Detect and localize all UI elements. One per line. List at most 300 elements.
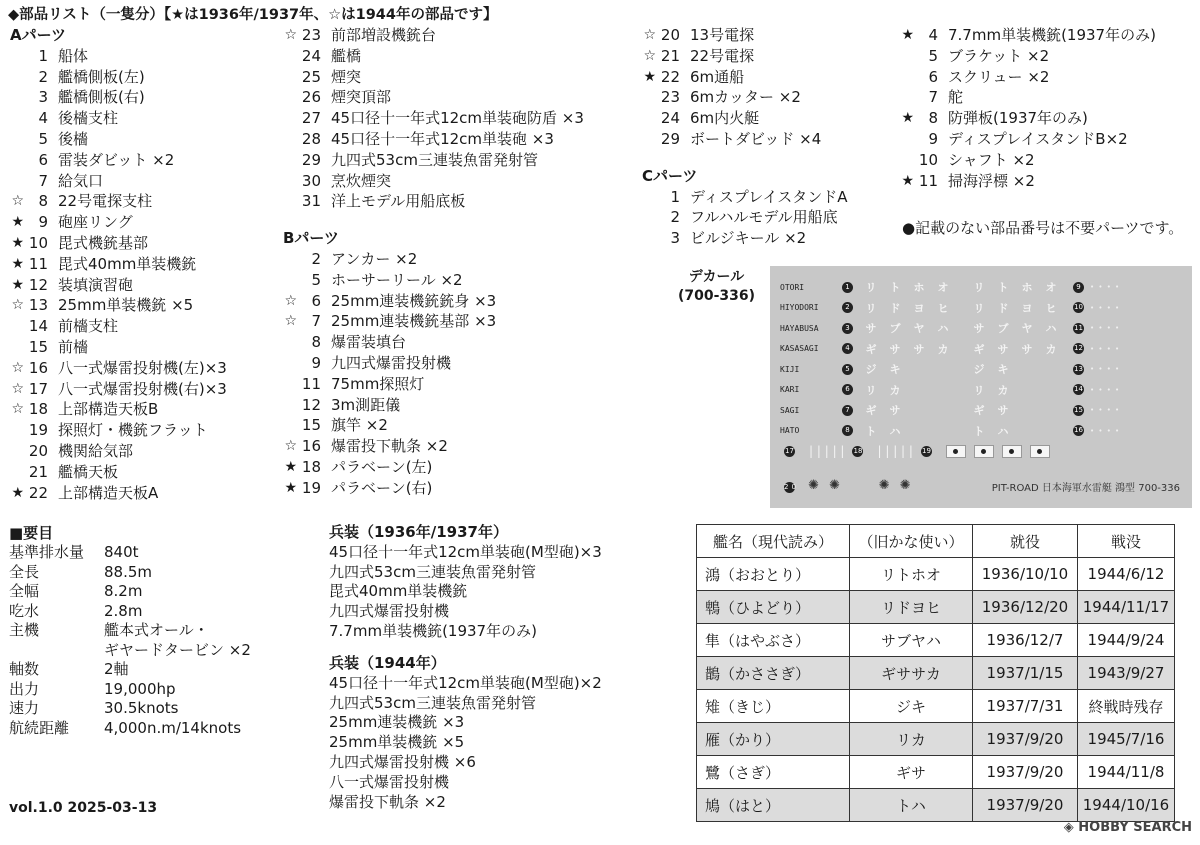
table-cell: サブヤハ [850, 624, 973, 657]
part-name: 7.7mm単装機銃(1937年のみ) [948, 26, 1156, 44]
part-mark [642, 108, 656, 129]
part-number: 12 [301, 395, 321, 414]
logo-icon: ◈ [1063, 820, 1079, 835]
decal-number: 20 [784, 483, 799, 491]
part-name: 給気口 [58, 171, 104, 190]
decal-kana: ジ [865, 363, 877, 376]
part-name: 25mm連装機銃銃身 ×3 [331, 291, 497, 310]
decal-row [780, 422, 1120, 440]
decal-dots: • • • • [1090, 344, 1121, 353]
part-number: 31 [301, 192, 321, 211]
part-mark [283, 395, 297, 416]
part-mark: ☆ [643, 47, 656, 64]
spec-key: 吃水 [9, 601, 40, 620]
part-name: 後檣支柱 [58, 109, 119, 128]
part-row [283, 291, 584, 312]
decal-row [780, 340, 1120, 358]
decal-kana: ト [997, 281, 1009, 294]
armament-item: 九四式53cm三連装魚雷発射管 [329, 562, 536, 581]
decal-kana: サ [889, 404, 901, 417]
part-name: 75mm探照灯 [331, 374, 425, 393]
part-mark [900, 87, 914, 108]
part-name: 旗竿 ×2 [331, 416, 388, 435]
part-name: ビルジキール ×2 [690, 229, 807, 248]
part-name: シャフト ×2 [948, 150, 1035, 169]
part-number: 22 [660, 67, 680, 86]
part-row [283, 150, 584, 171]
decal-number: 9 [1073, 282, 1084, 293]
part-mark: ☆ [284, 438, 297, 455]
part-mark [10, 67, 24, 88]
table-cell: 隼（はやぶさ） [697, 624, 850, 657]
part-row [283, 270, 584, 291]
part-row [900, 129, 1156, 150]
table-cell: 1944/9/24 [1078, 624, 1175, 657]
part-number: 2 [311, 249, 321, 268]
part-mark [642, 87, 656, 108]
part-row [10, 150, 227, 171]
part-mark [900, 129, 914, 150]
decal-kana: ト [973, 424, 985, 438]
decal-number: 10 [1074, 303, 1083, 311]
part-number: 9 [38, 213, 48, 232]
part-number: 1 [38, 46, 48, 65]
spec-value: 艦本式オール・ [104, 621, 209, 639]
part-row [10, 191, 227, 212]
decal-ship-name: KIJI [780, 364, 800, 374]
part-number: 1 [670, 187, 680, 206]
part-mark: ☆ [284, 292, 297, 309]
part-row [283, 171, 584, 192]
table-cell: 鵲（かささぎ） [697, 657, 850, 690]
part-name: 45口径十一年式12cm単装砲 ×3 [331, 129, 554, 148]
decal-kana: オ [1045, 281, 1057, 294]
part-name: 艦橋側板(左) [58, 67, 145, 86]
part-number: 18 [301, 457, 321, 476]
column-header: （旧かな使い） [850, 525, 973, 558]
hinomaru-flag-icon [1030, 445, 1050, 458]
spec-key: 基準排水量 [9, 543, 85, 561]
part-name: 前檣 [58, 337, 89, 356]
part-name: 砲座リング [58, 213, 133, 232]
part-number: 21 [28, 462, 48, 481]
part-row [283, 311, 584, 332]
armament-1944 [329, 654, 602, 812]
part-number: 28 [301, 129, 321, 148]
decal-kana: ギ [973, 404, 985, 417]
part-number: 13 [28, 296, 48, 315]
part-number: 11 [301, 374, 321, 393]
decal-kana: リ [973, 383, 985, 397]
spec-value: 88.5m [104, 562, 153, 581]
part-number: 20 [28, 441, 48, 460]
decal-kana: ヨ [1021, 301, 1033, 315]
logo-text: HOBBY SEARCH [1078, 820, 1192, 835]
part-name: 6m通船 [690, 67, 745, 86]
part-row [642, 87, 848, 108]
part-name: 装填演習砲 [58, 275, 134, 294]
part-number: 24 [301, 46, 321, 65]
part-mark: ★ [901, 110, 914, 127]
spec-key: 主機 [9, 621, 40, 639]
part-number: 12 [28, 275, 48, 294]
part-row [900, 25, 1156, 46]
part-number: 19 [301, 478, 321, 497]
decal-kana: ブ [889, 322, 901, 335]
decal-label [678, 268, 755, 306]
decal-dots: • • • • [1090, 303, 1121, 312]
decal-ship-name: KARI [780, 385, 800, 394]
table-cell: リトホオ [850, 558, 973, 591]
part-number: 16 [28, 358, 48, 377]
table-row [697, 789, 1175, 822]
spec-row [9, 563, 251, 583]
part-row [10, 212, 227, 233]
armament-item: 7.7mm単装機銃(1937年のみ) [329, 621, 537, 640]
part-name: スクリュー ×2 [948, 67, 1050, 86]
part-number: 10 [918, 150, 938, 169]
decal-number: 12 [1074, 344, 1083, 352]
decal-number: 4 [842, 343, 853, 354]
part-name: パラベーン(左) [331, 457, 433, 476]
part-number: 7 [38, 171, 48, 190]
part-row [283, 87, 584, 108]
spec-row [9, 699, 251, 719]
armament-item: 毘式40mm単装機銃 [329, 582, 468, 601]
part-mark: ★ [901, 172, 914, 189]
decal-kana: ハ [1045, 322, 1057, 335]
decal-kana: サ [1021, 342, 1033, 356]
decal-row [780, 319, 1120, 337]
part-mark: ☆ [643, 27, 656, 43]
hinomaru-flag-icon [1002, 445, 1022, 458]
armament-1936-title: 兵装（1936年/1937年） [329, 523, 508, 541]
spec-value: 19,000hp [104, 679, 176, 698]
part-number: 9 [928, 129, 938, 148]
part-mark [642, 187, 656, 208]
part-mark: ☆ [11, 193, 24, 210]
part-mark: ☆ [11, 359, 24, 376]
decal-label-title: デカール [688, 269, 745, 285]
part-mark [10, 420, 24, 441]
parts-column-2 [283, 25, 584, 499]
decal-number: 14 [1074, 385, 1083, 393]
table-cell: 1943/9/27 [1078, 657, 1175, 690]
decal-kana: ヒ [1045, 301, 1057, 315]
part-number: 3 [670, 229, 680, 248]
part-name: 艦橋天板 [58, 462, 119, 481]
armament-item: 九四式爆雷投射機 [329, 602, 450, 621]
part-mark [10, 337, 24, 358]
part-name: 八一式爆雷投射機(右)×3 [58, 379, 227, 398]
part-name: 機関給気部 [58, 441, 134, 460]
spec-key: 全長 [9, 562, 40, 581]
decal-number: 1 [842, 282, 853, 293]
part-number: 22 [28, 483, 48, 502]
decal-row [780, 360, 1120, 378]
part-row [283, 415, 584, 436]
part-number: 16 [301, 437, 321, 456]
part-name: アンカー ×2 [331, 249, 418, 268]
decal-ship-name: HATO [780, 426, 800, 435]
part-name: 爆雷装填台 [331, 333, 407, 352]
table-row [697, 690, 1175, 723]
part-row [10, 108, 227, 129]
part-row [283, 249, 584, 270]
decal-number: 19 [922, 446, 931, 455]
part-number: 8 [928, 109, 938, 128]
rising-sun-icon: ✺ ✺ [808, 478, 844, 493]
decal-kana: サ [997, 342, 1009, 356]
part-mark [283, 129, 297, 150]
part-row [10, 254, 227, 275]
table-cell: 1937/9/20 [973, 789, 1078, 822]
decal-dots: • • • • [1090, 283, 1121, 291]
spec-row [9, 543, 251, 563]
table-cell: ジキ [850, 690, 973, 723]
part-mark: ★ [11, 276, 24, 293]
decal-ship-name: SAGI [780, 405, 800, 415]
decal-kana: キ [889, 363, 901, 376]
part-row [10, 275, 227, 296]
part-number: 7 [928, 88, 938, 107]
part-row [10, 67, 227, 88]
spec-row [9, 680, 251, 700]
decal-dots: • • • • [1090, 324, 1121, 332]
part-row [283, 332, 584, 353]
part-name: ホーサーリール ×2 [331, 270, 463, 289]
decal-number: 15 [1074, 405, 1083, 414]
part-mark [642, 129, 656, 150]
decal-kana: ヤ [913, 322, 925, 335]
part-mark [900, 67, 914, 88]
part-name: 25mm単装機銃 ×5 [58, 296, 194, 315]
part-name: 上部構造天板A [58, 483, 159, 502]
part-name: フルハルモデル用船底 [690, 208, 838, 227]
spec-value: 840t [104, 543, 139, 561]
decal-kana: カ [1045, 342, 1057, 356]
decal-row [780, 278, 1120, 296]
column-header: 艦名（現代読み） [697, 525, 850, 558]
part-row [900, 67, 1156, 88]
part-number: 5 [38, 129, 48, 148]
part-row [10, 46, 227, 67]
part-number: 4 [928, 26, 938, 44]
table-cell: 雉（きじ） [697, 690, 850, 723]
part-mark [283, 249, 297, 270]
part-number: 23 [660, 88, 680, 107]
part-name: 前檣支柱 [58, 317, 119, 336]
decal-kana: ト [889, 281, 901, 294]
decal-kana: リ [865, 281, 877, 294]
decal-number: 18 [853, 446, 863, 455]
part-number: 8 [311, 333, 321, 352]
spec-key: 全幅 [9, 582, 40, 600]
unused-parts-note: ●記載のない部品番号は不要パーツです。 [902, 219, 1184, 237]
table-cell: 1944/6/12 [1078, 558, 1175, 591]
part-row [283, 478, 584, 499]
armament-item: 25mm連装機銃 ×3 [329, 713, 465, 732]
part-row [900, 46, 1156, 67]
part-name: 毘式機銃基部 [58, 233, 149, 252]
part-mark [283, 150, 297, 171]
table-cell: 1936/12/20 [973, 591, 1078, 624]
decal-dots: • • • • [1090, 426, 1121, 435]
table-cell: 1945/7/16 [1078, 723, 1175, 756]
part-number: 11 [918, 171, 938, 190]
decal-kana: ギ [865, 342, 877, 356]
part-mark: ★ [901, 27, 914, 43]
part-number: 25 [301, 67, 321, 86]
parts-b-list-cont [642, 25, 848, 150]
part-row [10, 295, 227, 316]
table-header-row [697, 525, 1175, 558]
table-cell: リカ [850, 723, 973, 756]
part-row [283, 353, 584, 374]
decal-number: 16 [1074, 426, 1083, 434]
part-name: 船体 [58, 46, 89, 65]
part-number: 24 [660, 109, 680, 128]
part-number: 29 [660, 129, 680, 148]
part-mark [900, 150, 914, 171]
ships-table [696, 524, 1175, 822]
part-mark: ☆ [284, 27, 297, 43]
table-cell: 終戦時残存 [1078, 690, 1175, 723]
part-name: 煙突 [331, 67, 362, 86]
part-number: 6 [928, 67, 938, 86]
decal-kana: ヨ [913, 301, 925, 315]
part-name: ディスプレイスタンドA [690, 187, 848, 206]
parts-b-list [283, 249, 584, 499]
armament-1936-list [329, 543, 602, 642]
decal-number: 7 [842, 405, 853, 416]
part-name: 13号電探 [690, 26, 755, 44]
decal-kana: ホ [913, 281, 925, 294]
part-mark [10, 87, 24, 108]
decal-number: 2 [842, 302, 853, 313]
decal-kana: ギ [865, 404, 877, 417]
decal-number: 5 [842, 364, 853, 375]
part-number: 2 [38, 67, 48, 86]
decal-kana: ハ [997, 424, 1009, 438]
part-row [10, 337, 227, 358]
version-text: vol.1.0 2025-03-13 [9, 800, 158, 816]
decal-row [780, 381, 1120, 399]
decal-number: 17 [785, 446, 794, 455]
part-name: 艦橋側板(右) [58, 88, 145, 107]
decal-ship-name: KASASAGI [780, 344, 819, 353]
part-name: ブラケット ×2 [948, 46, 1050, 65]
parts-c-list [642, 187, 848, 249]
decal-dots: • • • • [1090, 365, 1121, 373]
part-name: 煙突頂部 [331, 88, 392, 107]
part-name: 掃海浮標 ×2 [948, 171, 1035, 190]
decal-kana: サ [865, 322, 877, 335]
table-cell: ギサ [850, 756, 973, 789]
decal-kana: ト [865, 424, 877, 438]
part-number: 5 [311, 270, 321, 289]
part-name: 3m測距儀 [331, 395, 401, 414]
part-row [642, 108, 848, 129]
decal-kana: リ [973, 281, 985, 294]
part-row [10, 420, 227, 441]
table-cell: 鷺（さぎ） [697, 756, 850, 789]
decal-kana: ジ [973, 363, 985, 376]
part-name: 6m内火艇 [690, 109, 760, 128]
armament-1944-list [329, 674, 602, 813]
table-cell: 1944/10/16 [1078, 789, 1175, 822]
part-number: 9 [311, 353, 321, 372]
part-number: 23 [301, 26, 321, 44]
spec-key: 航続距離 [9, 718, 70, 737]
table-cell: トハ [850, 789, 973, 822]
decal-kana: ギ [973, 342, 985, 356]
spec-value: 8.2m [104, 582, 143, 600]
hinomaru-flag-icon [946, 445, 966, 458]
spec-row [9, 602, 251, 622]
part-name: 毘式40mm単装機銃 [58, 254, 197, 273]
table-cell: 1937/9/20 [973, 723, 1078, 756]
part-name: 爆雷投下軌条 ×2 [331, 437, 448, 456]
table-row [697, 657, 1175, 690]
part-row [642, 67, 848, 88]
part-mark [10, 441, 24, 462]
part-mark [642, 228, 656, 249]
decal-kana: サ [889, 342, 901, 356]
part-mark [642, 207, 656, 228]
part-number: 27 [301, 109, 321, 128]
part-name: パラベーン(右) [331, 478, 433, 497]
part-mark [10, 171, 24, 192]
part-row [283, 436, 584, 457]
decal-maker-text: PIT-ROAD 日本海軍水雷艇 鴻型 700-336 [991, 483, 1180, 494]
part-name: ディスプレイスタンドB×2 [948, 129, 1128, 148]
spec-key: 速力 [9, 699, 40, 717]
decal-kana: キ [997, 363, 1009, 376]
part-number: 11 [28, 254, 48, 273]
part-row [10, 441, 227, 462]
part-name: 九四式53cm三連装魚雷発射管 [331, 150, 538, 169]
decal-kana: オ [937, 281, 949, 294]
armament-item: 九四式爆雷投射機 ×6 [329, 752, 476, 771]
part-mark: ☆ [11, 297, 24, 314]
decal-kana: サ [973, 322, 985, 335]
column-header: 戦没 [1078, 525, 1175, 558]
part-row [283, 67, 584, 88]
parts-c-title: Cパーツ [642, 166, 698, 185]
part-mark [283, 353, 297, 374]
part-number: 30 [301, 171, 321, 190]
part-mark [10, 46, 24, 67]
hinomaru-flag-icon [974, 445, 994, 458]
part-number: 3 [38, 88, 48, 107]
part-row [642, 25, 848, 46]
table-row [697, 624, 1175, 657]
part-number: 15 [28, 337, 48, 356]
spec-value: 2軸 [104, 660, 129, 678]
table-cell: 1944/11/17 [1078, 591, 1175, 624]
decal-kana: ド [997, 301, 1009, 315]
decal-kana: カ [889, 383, 901, 397]
part-name: 前部増設機銃台 [331, 26, 437, 44]
decal-dots: • • • • [1090, 385, 1121, 394]
part-row [642, 207, 848, 228]
rising-sun-icon: ✺ ✺ [878, 478, 914, 493]
spec-row [9, 641, 251, 661]
part-row [10, 171, 227, 192]
spec-value: 4,000n.m/14knots [104, 718, 242, 737]
part-mark [10, 316, 24, 337]
